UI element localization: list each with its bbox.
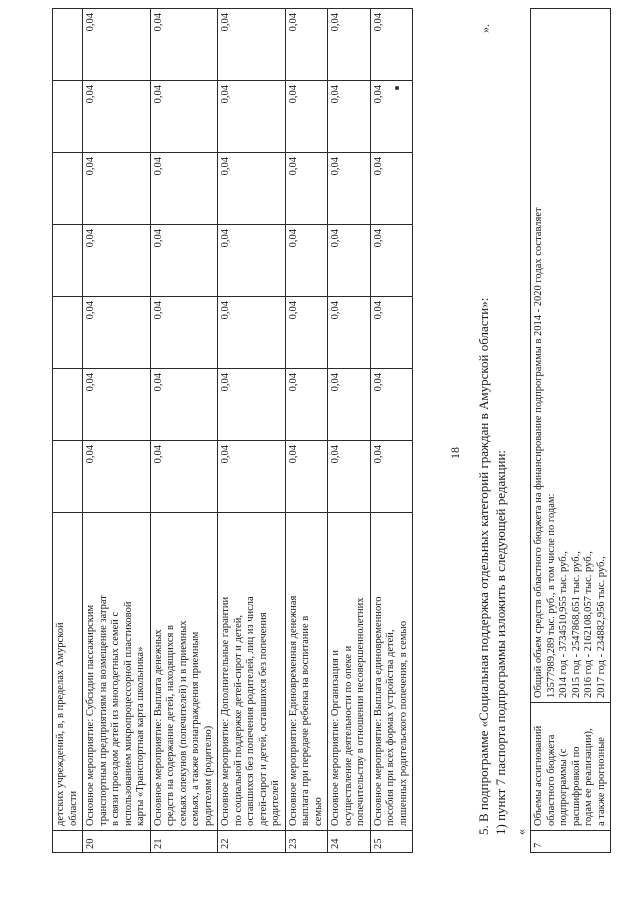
section-subtitle: 1) пункт 7 паспорта подпрограммы изложить в следующей редакции: [493, 449, 508, 835]
value-text: 0,04 [85, 85, 96, 104]
value-cell [328, 297, 371, 369]
value-cell [53, 9, 83, 81]
description-line: карты «Транспортная карта школьника» [135, 646, 146, 826]
passport-label-line: подпрограммы (с [558, 748, 569, 826]
value-text: 0,04 [220, 301, 231, 320]
description-line: семью [312, 797, 324, 826]
value-text: 0,04 [152, 301, 164, 320]
value-cell [285, 153, 328, 225]
table-row [150, 9, 218, 853]
value-cell [285, 441, 328, 513]
passport-num: 7 [531, 831, 611, 853]
value-cell [83, 9, 151, 81]
value-cell [53, 81, 83, 153]
description-line: пособия при всех формах устройства детей, [385, 629, 396, 826]
value-cell [370, 225, 413, 297]
close-quote: ». [478, 24, 492, 33]
value-cell [83, 297, 151, 369]
description-line: семьях опекунов (попечителей) и в приемных [177, 620, 189, 826]
value-text: 0,04 [330, 229, 341, 248]
value-cell [370, 81, 413, 153]
value-cell [83, 441, 151, 513]
measure-description [328, 513, 371, 831]
value-text: 0,04 [220, 157, 231, 176]
value-text: 0,04 [85, 373, 96, 392]
row-number: 23 [285, 831, 328, 853]
value-cell [150, 369, 218, 441]
value-cell [150, 225, 218, 297]
value-text: 0,04 [287, 445, 299, 464]
value-cell [150, 441, 218, 513]
table-row [218, 9, 286, 853]
value-text: 0,04 [287, 301, 299, 320]
row-number: 22 [218, 831, 286, 853]
measure-description [150, 513, 218, 831]
value-text: 0,04 [330, 157, 341, 176]
value-cell [83, 153, 151, 225]
value-text: 0,04 [372, 373, 384, 392]
row-number: 24 [328, 831, 371, 853]
measures-table [52, 8, 413, 853]
value-text: 0,04 [330, 301, 341, 320]
value-cell [285, 81, 328, 153]
description-line: Основное мероприятие: Организация и [330, 649, 341, 826]
value-cell [83, 369, 151, 441]
value-text: 0,04 [220, 229, 231, 248]
description-line: семьях, а также вознаграждения приемным [190, 631, 201, 826]
section-title: 5. В подпрограмме «Социальная поддержка отдельных категорий граждан в Амурской области»: [476, 297, 491, 835]
value-text: 0,04 [220, 373, 231, 392]
description-line: транспортным предприятиям на возмещение затрат [97, 595, 109, 826]
row-number: 25 [370, 831, 413, 853]
description-line: Основное мероприятие: Субсидии пассажирским [85, 604, 96, 826]
value-cell [53, 297, 83, 369]
row-number: 20 [83, 831, 151, 853]
value-text: 0,04 [287, 229, 299, 248]
value-text: 0,04 [152, 85, 164, 104]
description-line: в связи проездом детей из многодетных семей с [110, 611, 121, 826]
passport-text-line: 13577989,289 тыс. руб., в том числе по годам: [545, 493, 557, 698]
value-cell [328, 81, 371, 153]
value-cell [53, 225, 83, 297]
value-text: 0,04 [152, 373, 164, 392]
measure-description [83, 513, 151, 831]
value-text: 0,04 [372, 229, 384, 248]
value-text: 0,04 [287, 85, 299, 104]
description-line: попечительству в отношении несовершеннолетних [355, 597, 366, 826]
value-text: 0,04 [220, 13, 231, 32]
row-number [53, 831, 83, 853]
description-line: оставшихся без попечения родителей, лиц из числа [245, 596, 256, 826]
value-cell [218, 225, 286, 297]
value-cell [150, 153, 218, 225]
passport-label-line: Объемы ассигнований [533, 725, 544, 826]
value-text: 0,04 [85, 229, 96, 248]
description-line: детских учреждений, в, в пределах Амурской [55, 622, 66, 826]
value-cell [285, 225, 328, 297]
value-text: 0,04 [85, 13, 96, 32]
value-text: 0,04 [372, 13, 384, 32]
passport-label-line: годам ее реализации), [583, 728, 594, 826]
description-line: Основное мероприятие: Выплата денежных [152, 629, 164, 826]
measure-description [53, 513, 83, 831]
value-cell [370, 9, 413, 81]
value-cell [53, 369, 83, 441]
passport-table [530, 8, 611, 853]
value-text: 0,04 [372, 85, 384, 104]
value-text: 0,04 [330, 85, 341, 104]
value-text: 0,04 [330, 13, 341, 32]
table-row [370, 9, 413, 853]
value-cell [328, 441, 371, 513]
description-line: осуществление деятельности по опеке и [342, 645, 354, 826]
table-row [53, 9, 83, 853]
value-cell [328, 153, 371, 225]
value-text: 0,04 [152, 13, 164, 32]
value-text: 0,04 [152, 445, 164, 464]
value-text: 0,04 [152, 157, 164, 176]
value-cell [83, 81, 151, 153]
open-quote: « [514, 829, 528, 835]
description-line: лишенных родительского попечения, в семью [397, 620, 409, 826]
description-line: Основное мероприятие: Выплата единовременного [372, 596, 384, 826]
value-cell [285, 369, 328, 441]
value-text: 0,04 [85, 445, 96, 464]
description-line: родителям (родителю) [202, 725, 214, 826]
value-text: 0,04 [372, 301, 384, 320]
value-cell [370, 153, 413, 225]
table-row [285, 9, 328, 853]
passport-label-line: расшифровкой по [570, 746, 582, 826]
passport-text-line: 2014 год - 3734510,955 тыс. руб., [558, 551, 569, 698]
value-cell [328, 225, 371, 297]
row-number: 21 [150, 831, 218, 853]
value-cell [370, 369, 413, 441]
value-cell [328, 369, 371, 441]
value-text: 0,04 [220, 445, 231, 464]
value-cell [328, 9, 371, 81]
description-line: Основное мероприятие: Единовременная денежная [287, 595, 299, 826]
value-text: 0,04 [372, 157, 384, 176]
value-cell [218, 81, 286, 153]
value-text: 0,04 [330, 373, 341, 392]
value-text: 0,04 [287, 373, 299, 392]
scan-speck [395, 86, 399, 90]
table-row [328, 9, 371, 853]
measure-description [370, 513, 413, 831]
passport-text-line: 2015 год - 2547868,651 тыс. руб., [570, 551, 582, 698]
table-row [83, 9, 151, 853]
description-line: родителей [270, 780, 281, 826]
description-line: использованием микропроцессорной пластиковой [122, 601, 134, 826]
value-cell [83, 225, 151, 297]
value-cell [150, 297, 218, 369]
value-cell [285, 9, 328, 81]
value-cell [218, 369, 286, 441]
measure-description [285, 513, 328, 831]
page-number: 18 [448, 447, 462, 459]
value-text: 0,04 [85, 301, 96, 320]
value-cell [218, 297, 286, 369]
passport-label [531, 703, 611, 831]
value-cell [218, 441, 286, 513]
value-cell [53, 153, 83, 225]
value-cell [150, 9, 218, 81]
value-text: 0,04 [372, 445, 384, 464]
value-text: 0,04 [287, 157, 299, 176]
description-line: средств на содержание детей, находящихся в [165, 625, 176, 826]
value-text: 0,04 [287, 13, 299, 32]
value-cell [218, 9, 286, 81]
passport-text [531, 9, 611, 703]
value-cell [285, 297, 328, 369]
description-line: детей-сирот и детей, оставшихся без попечения [257, 612, 269, 826]
value-text: 0,04 [220, 85, 231, 104]
description-line: выплата при передаче ребенка на воспитание в [300, 615, 311, 826]
passport-text-line: Общий объем средств областного бюджета на финансирование подпрограммы в 2014 - 2020 годах составляет [533, 207, 544, 698]
description-line: области [67, 790, 79, 826]
value-text: 0,04 [330, 445, 341, 464]
value-cell [218, 153, 286, 225]
passport-text-line: 2016 год - 2162108,057 тыс. руб., [583, 551, 594, 698]
value-cell [370, 441, 413, 513]
measure-description [218, 513, 286, 831]
passport-text-line: 2017 год - 234882,956 тыс. руб., [595, 556, 607, 698]
value-text: 0,04 [152, 229, 164, 248]
description-line: по социальной поддержке детей-сирот и детей, [232, 614, 244, 826]
measures-table-body [53, 9, 413, 853]
value-cell [370, 297, 413, 369]
passport-label-line: областного бюджета [545, 734, 557, 826]
passport-label-line: а также прогнозные [595, 737, 607, 826]
description-line: Основное мероприятие: Дополнительные гарантии [220, 596, 231, 826]
value-cell [53, 441, 83, 513]
passport-row [531, 9, 611, 853]
value-cell [150, 81, 218, 153]
value-text: 0,04 [85, 157, 96, 176]
